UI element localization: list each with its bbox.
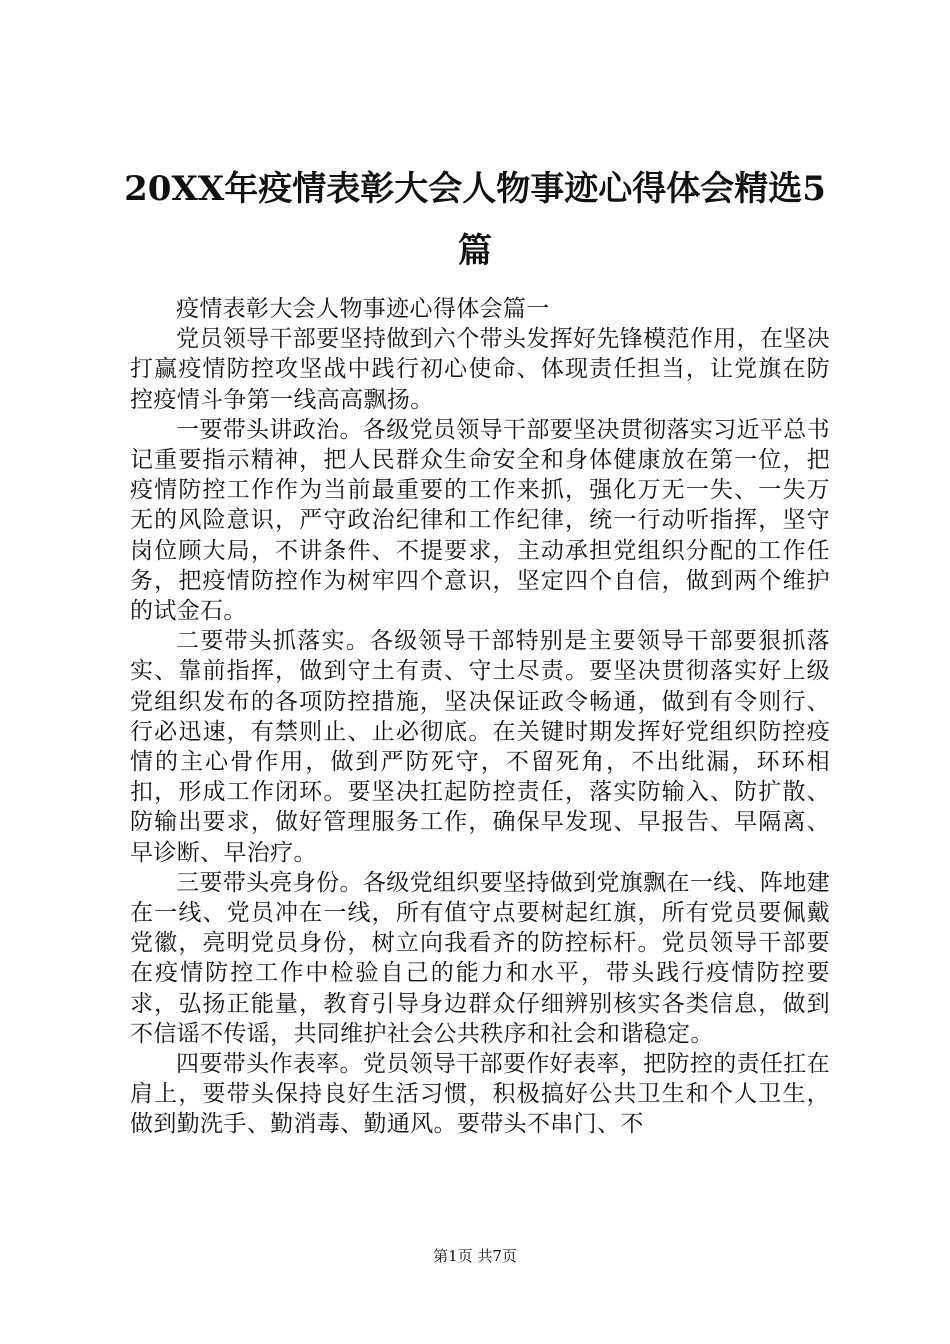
document-body	[130, 294, 830, 1140]
page-number-footer: 第1页 共7页	[433, 1247, 517, 1265]
document-title: 20XX年疫情表彰大会人物事迹心得体会精选5篇	[124, 169, 826, 271]
paragraph: 三要带头亮身份。各级党组织要坚持做到党旗飘在一线、阵地建在一线、党员冲在一线，所有值守点要树起红旗，所有党员要佩戴党徽，亮明党员身份，树立向我看齐的防控标杆。党员领导干部要在疫情防控工作中检验自己的能力和水平，带头践行疫情防控要求，弘扬正能量，教育引导身边群众仔细辨别核实各类信息，做到不信谣不传谣，共同维护社会公共秩序和社会和谐稳定。	[130, 869, 830, 1047]
paragraph: 二要带头抓落实。各级领导干部特别是主要领导干部要狠抓落实、靠前指挥，做到守土有责、守土尽责。要坚决贯彻落实好上级党组织发布的各项防控措施，坚决保证政令畅通，做到有令则行、行必迅速，有禁则止、止必彻底。在关键时期发挥好党组织防控疫情的主心骨作用，做到严防死守，不留死角，不出纰漏，环环相扣，形成工作闭环。要坚决扛起防控责任，落实防输入、防扩散、防输出要求，做好管理服务工作，确保早发现、早报告、早隔离、早诊断、早治疗。	[130, 628, 830, 866]
paragraph: 一要带头讲政治。各级党员领导干部要坚决贯彻落实习近平总书记重要指示精神，把人民群众生命安全和身体健康放在第一位，把疫情防控工作作为当前最重要的工作来抓，强化万无一失、一失万无的风险意识，严守政治纪律和工作纪律，统一行动听指挥，坚守岗位顾大局，不讲条件、不提要求，主动承担党组织分配的工作任务，把疫情防控作为树牢四个意识，坚定四个自信，做到两个维护的试金石。	[130, 416, 830, 625]
paragraph: 党员领导干部要坚持做到六个带头发挥好先锋模范作用，在坚决打赢疫情防控攻坚战中践行初心使命、体现责任担当，让党旗在防控疫情斗争第一线高高飘扬。	[130, 326, 830, 413]
section-heading: 疫情表彰大会人物事迹心得体会篇一	[176, 296, 550, 322]
paragraph: 四要带头作表率。党员领导干部要作好表率，把防控的责任扛在肩上，要带头保持良好生活习惯，积极搞好公共卫生和个人卫生，做到勤洗手、勤消毒、勤通风。要带头不串门、不	[130, 1051, 830, 1138]
